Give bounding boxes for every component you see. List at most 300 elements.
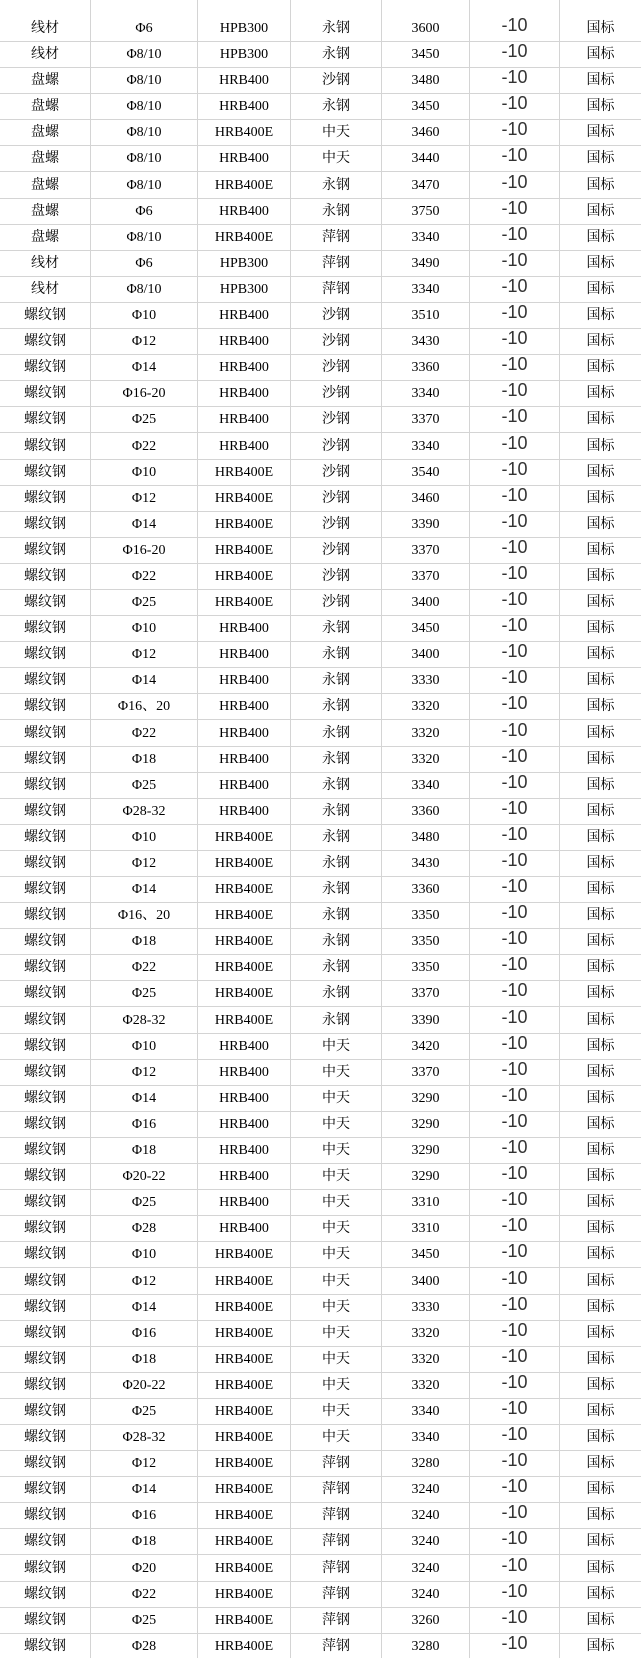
cell-spec[interactable]: Φ8/10 [91, 172, 198, 197]
cell-material[interactable]: 螺纹钢 [0, 1138, 91, 1163]
cell-change[interactable]: -10 [470, 1190, 560, 1215]
cell-material[interactable]: 螺纹钢 [0, 1529, 91, 1554]
cell-note[interactable]: 国标 [586, 803, 615, 819]
cell-spec[interactable]: Φ6 [91, 251, 198, 276]
cell-spec[interactable]: Φ18 [91, 1347, 198, 1372]
cell-note[interactable]: 国标 [586, 99, 615, 115]
cell-material[interactable]: 螺纹钢 [0, 1060, 91, 1085]
cell-grade[interactable]: HRB400E [198, 1295, 291, 1320]
cell-price[interactable]: 3310 [382, 1190, 470, 1215]
cell-note[interactable]: 国标 [586, 308, 615, 324]
cell-price[interactable]: 3390 [382, 512, 470, 537]
cell-grade[interactable]: HRB400E [198, 929, 291, 954]
cell-mill[interactable]: 萍钢 [291, 1555, 382, 1580]
cell-mill[interactable]: 中天 [291, 1034, 382, 1059]
cell-note[interactable]: 国标 [586, 1377, 615, 1393]
cell-price[interactable]: 3450 [382, 94, 470, 119]
cell-material[interactable]: 螺纹钢 [0, 433, 91, 458]
cell-spec[interactable]: Φ12 [91, 642, 198, 667]
cell-material[interactable]: 螺纹钢 [0, 355, 91, 380]
cell-material[interactable]: 线材 [0, 42, 91, 67]
cell-spec[interactable]: Φ22 [91, 1582, 198, 1607]
cell-material[interactable]: 螺纹钢 [0, 1608, 91, 1633]
cell-grade[interactable]: HRB400 [198, 1138, 291, 1163]
cell-price[interactable]: 3340 [382, 277, 470, 302]
cell-price[interactable]: 3370 [382, 564, 470, 589]
cell-grade[interactable]: HRB400E [198, 955, 291, 980]
cell-material[interactable]: 螺纹钢 [0, 1164, 91, 1189]
cell-material[interactable]: 盘螺 [0, 172, 91, 197]
cell-grade[interactable]: HRB400 [198, 642, 291, 667]
cell-note[interactable]: 国标 [586, 568, 615, 584]
cell-grade[interactable]: HRB400 [198, 616, 291, 641]
cell-grade[interactable]: HRB400 [198, 303, 291, 328]
cell-note[interactable]: 国标 [586, 595, 615, 611]
cell-price[interactable]: 3360 [382, 355, 470, 380]
cell-change[interactable]: -10 [470, 1007, 560, 1032]
cell-mill[interactable]: 中天 [291, 1138, 382, 1163]
cell-note[interactable]: 国标 [586, 1403, 615, 1419]
cell-mill[interactable]: 中天 [291, 1060, 382, 1085]
cell-spec[interactable]: Φ8/10 [91, 146, 198, 171]
cell-price[interactable]: 3240 [382, 1582, 470, 1607]
cell-material[interactable]: 线材 [0, 277, 91, 302]
cell-price[interactable]: 3240 [382, 1477, 470, 1502]
cell-price[interactable]: 3370 [382, 407, 470, 432]
cell-material[interactable]: 螺纹钢 [0, 538, 91, 563]
cell-note[interactable]: 国标 [586, 1221, 615, 1237]
cell-change[interactable]: -10 [470, 68, 560, 93]
cell-price[interactable]: 3370 [382, 538, 470, 563]
cell-mill[interactable]: 沙钢 [291, 590, 382, 615]
cell-material[interactable]: 螺纹钢 [0, 1034, 91, 1059]
cell-price[interactable]: 3510 [382, 303, 470, 328]
cell-change[interactable]: -10 [470, 1347, 560, 1372]
cell-price[interactable]: 3470 [382, 172, 470, 197]
cell-change[interactable]: -10 [470, 1529, 560, 1554]
cell-note[interactable]: 国标 [586, 829, 615, 845]
cell-grade[interactable]: HRB400 [198, 1060, 291, 1085]
cell-material[interactable]: 线材 [0, 251, 91, 276]
cell-grade[interactable]: HRB400E [198, 1347, 291, 1372]
cell-material[interactable]: 盘螺 [0, 225, 91, 250]
cell-grade[interactable]: HRB400 [198, 1164, 291, 1189]
cell-price[interactable]: 3480 [382, 825, 470, 850]
cell-note[interactable]: 国标 [586, 542, 615, 558]
cell-grade[interactable]: HRB400E [198, 1608, 291, 1633]
cell-spec[interactable]: Φ20 [91, 1555, 198, 1580]
cell-mill[interactable]: 沙钢 [291, 460, 382, 485]
cell-grade[interactable]: HRB400 [198, 1112, 291, 1137]
cell-change[interactable]: -10 [470, 42, 560, 67]
cell-material[interactable]: 盘螺 [0, 68, 91, 93]
cell-grade[interactable]: HPB300 [198, 42, 291, 67]
cell-note[interactable]: 国标 [586, 438, 615, 454]
cell-spec[interactable]: Φ28-32 [91, 1425, 198, 1450]
cell-material[interactable]: 盘螺 [0, 146, 91, 171]
cell-change[interactable]: -10 [470, 1216, 560, 1241]
cell-spec[interactable]: Φ14 [91, 355, 198, 380]
cell-note[interactable]: 国标 [586, 203, 615, 219]
cell-grade[interactable]: HRB400E [198, 1503, 291, 1528]
cell-price[interactable]: 3320 [382, 747, 470, 772]
cell-mill[interactable]: 萍钢 [291, 1582, 382, 1607]
cell-mill[interactable]: 永钢 [291, 42, 382, 67]
cell-spec[interactable]: Φ25 [91, 590, 198, 615]
cell-note[interactable]: 国标 [586, 1273, 615, 1289]
cell-spec[interactable]: Φ10 [91, 460, 198, 485]
cell-spec[interactable]: Φ16 [91, 1112, 198, 1137]
cell-spec[interactable]: Φ28 [91, 1216, 198, 1241]
cell-change[interactable]: -10 [470, 720, 560, 745]
cell-spec[interactable]: Φ14 [91, 1477, 198, 1502]
cell-mill[interactable]: 沙钢 [291, 564, 382, 589]
cell-material[interactable]: 螺纹钢 [0, 1503, 91, 1528]
cell-spec[interactable]: Φ10 [91, 1034, 198, 1059]
cell-price[interactable]: 3540 [382, 460, 470, 485]
cell-note[interactable]: 国标 [586, 1299, 615, 1315]
cell-mill[interactable]: 萍钢 [291, 1634, 382, 1658]
cell-change[interactable]: -10 [470, 1451, 560, 1476]
cell-change[interactable]: -10 [470, 1555, 560, 1580]
cell-note[interactable]: 国标 [586, 334, 615, 350]
cell-note[interactable]: 国标 [586, 1508, 615, 1524]
cell-note[interactable]: 国标 [586, 151, 615, 167]
cell-material[interactable]: 螺纹钢 [0, 851, 91, 876]
cell-price[interactable]: 3260 [382, 1608, 470, 1633]
cell-note[interactable]: 国标 [586, 1456, 615, 1472]
cell-note[interactable]: 国标 [586, 490, 615, 506]
cell-spec[interactable]: Φ22 [91, 433, 198, 458]
cell-spec[interactable]: Φ25 [91, 407, 198, 432]
cell-grade[interactable]: HRB400 [198, 694, 291, 719]
cell-change[interactable]: -10 [470, 1138, 560, 1163]
cell-mill[interactable]: 中天 [291, 1112, 382, 1137]
cell-spec[interactable]: Φ12 [91, 329, 198, 354]
cell-mill[interactable]: 永钢 [291, 747, 382, 772]
cell-mill[interactable]: 萍钢 [291, 225, 382, 250]
cell-material[interactable]: 螺纹钢 [0, 1007, 91, 1032]
cell-grade[interactable]: HRB400 [198, 773, 291, 798]
cell-mill[interactable]: 中天 [291, 1216, 382, 1241]
cell-price[interactable]: 3750 [382, 199, 470, 224]
cell-material[interactable]: 螺纹钢 [0, 303, 91, 328]
cell-spec[interactable]: Φ8/10 [91, 120, 198, 145]
cell-spec[interactable]: Φ25 [91, 773, 198, 798]
cell-price[interactable]: 3450 [382, 1242, 470, 1267]
cell-mill[interactable]: 萍钢 [291, 1529, 382, 1554]
cell-mill[interactable]: 中天 [291, 1295, 382, 1320]
cell-mill[interactable]: 萍钢 [291, 1477, 382, 1502]
cell-material[interactable]: 螺纹钢 [0, 773, 91, 798]
cell-spec[interactable]: Φ25 [91, 1608, 198, 1633]
cell-mill[interactable]: 萍钢 [291, 277, 382, 302]
cell-price[interactable]: 3370 [382, 1060, 470, 1085]
cell-grade[interactable]: HRB400E [198, 1399, 291, 1424]
cell-grade[interactable]: HRB400E [198, 1425, 291, 1450]
cell-note[interactable]: 国标 [586, 386, 615, 402]
cell-mill[interactable]: 沙钢 [291, 68, 382, 93]
cell-change[interactable]: -10 [470, 1399, 560, 1424]
cell-material[interactable]: 盘螺 [0, 94, 91, 119]
cell-spec[interactable]: Φ6 [91, 0, 198, 41]
cell-note[interactable]: 国标 [586, 47, 615, 63]
cell-mill[interactable]: 沙钢 [291, 538, 382, 563]
cell-mill[interactable]: 永钢 [291, 773, 382, 798]
cell-price[interactable]: 3460 [382, 120, 470, 145]
cell-grade[interactable]: HRB400E [198, 538, 291, 563]
cell-price[interactable]: 3480 [382, 68, 470, 93]
cell-note[interactable]: 国标 [586, 1351, 615, 1367]
cell-change[interactable]: -10 [470, 1634, 560, 1658]
cell-material[interactable]: 螺纹钢 [0, 1555, 91, 1580]
cell-material[interactable]: 螺纹钢 [0, 1347, 91, 1372]
cell-change[interactable]: -10 [470, 303, 560, 328]
cell-note[interactable]: 国标 [586, 673, 615, 689]
cell-grade[interactable]: HRB400E [198, 825, 291, 850]
cell-note[interactable]: 国标 [586, 1012, 615, 1028]
cell-material[interactable]: 螺纹钢 [0, 825, 91, 850]
cell-grade[interactable]: HRB400 [198, 355, 291, 380]
cell-grade[interactable]: HRB400 [198, 146, 291, 171]
cell-price[interactable]: 3450 [382, 42, 470, 67]
cell-change[interactable]: -10 [470, 407, 560, 432]
cell-material[interactable]: 螺纹钢 [0, 486, 91, 511]
cell-grade[interactable]: HRB400 [198, 1034, 291, 1059]
cell-note[interactable]: 国标 [586, 882, 615, 898]
cell-change[interactable]: -10 [470, 929, 560, 954]
cell-spec[interactable]: Φ16 [91, 1321, 198, 1346]
cell-grade[interactable]: HRB400 [198, 668, 291, 693]
cell-material[interactable]: 螺纹钢 [0, 955, 91, 980]
cell-change[interactable]: -10 [470, 172, 560, 197]
cell-grade[interactable]: HRB400 [198, 747, 291, 772]
cell-mill[interactable]: 永钢 [291, 851, 382, 876]
cell-spec[interactable]: Φ12 [91, 851, 198, 876]
cell-material[interactable]: 螺纹钢 [0, 694, 91, 719]
cell-change[interactable]: -10 [470, 616, 560, 641]
cell-mill[interactable]: 萍钢 [291, 1503, 382, 1528]
cell-note[interactable]: 国标 [586, 412, 615, 428]
cell-spec[interactable]: Φ10 [91, 825, 198, 850]
cell-spec[interactable]: Φ14 [91, 1295, 198, 1320]
cell-note[interactable]: 国标 [586, 281, 615, 297]
cell-note[interactable]: 国标 [586, 934, 615, 950]
cell-spec[interactable]: Φ18 [91, 929, 198, 954]
cell-grade[interactable]: HRB400 [198, 1216, 291, 1241]
cell-material[interactable]: 螺纹钢 [0, 1112, 91, 1137]
cell-grade[interactable]: HRB400E [198, 1321, 291, 1346]
cell-price[interactable]: 3370 [382, 981, 470, 1006]
cell-change[interactable]: -10 [470, 1425, 560, 1450]
cell-spec[interactable]: Φ12 [91, 1451, 198, 1476]
cell-mill[interactable]: 永钢 [291, 616, 382, 641]
cell-mill[interactable]: 沙钢 [291, 381, 382, 406]
cell-note[interactable]: 国标 [586, 1116, 615, 1132]
cell-change[interactable]: -10 [470, 146, 560, 171]
cell-note[interactable]: 国标 [586, 1534, 615, 1550]
cell-change[interactable]: -10 [470, 1242, 560, 1267]
cell-spec[interactable]: Φ18 [91, 1529, 198, 1554]
cell-note[interactable]: 国标 [586, 621, 615, 637]
cell-mill[interactable]: 中天 [291, 146, 382, 171]
cell-price[interactable]: 3490 [382, 251, 470, 276]
cell-price[interactable]: 3310 [382, 1216, 470, 1241]
cell-spec[interactable]: Φ18 [91, 747, 198, 772]
cell-mill[interactable]: 永钢 [291, 903, 382, 928]
cell-note[interactable]: 国标 [586, 908, 615, 924]
cell-mill[interactable]: 永钢 [291, 720, 382, 745]
cell-change[interactable]: -10 [470, 1373, 560, 1398]
cell-note[interactable]: 国标 [586, 1325, 615, 1341]
cell-price[interactable]: 3430 [382, 329, 470, 354]
cell-note[interactable]: 国标 [586, 177, 615, 193]
cell-price[interactable]: 3360 [382, 877, 470, 902]
cell-spec[interactable]: Φ16、20 [91, 694, 198, 719]
cell-change[interactable]: -10 [470, 1112, 560, 1137]
cell-grade[interactable]: HRB400E [198, 877, 291, 902]
cell-change[interactable]: -10 [470, 799, 560, 824]
cell-material[interactable]: 螺纹钢 [0, 1451, 91, 1476]
cell-grade[interactable]: HRB400E [198, 981, 291, 1006]
cell-change[interactable]: -10 [470, 1477, 560, 1502]
cell-material[interactable]: 螺纹钢 [0, 616, 91, 641]
cell-change[interactable]: -10 [470, 668, 560, 693]
cell-price[interactable]: 3330 [382, 1295, 470, 1320]
cell-grade[interactable]: HRB400E [198, 512, 291, 537]
cell-mill[interactable]: 沙钢 [291, 303, 382, 328]
cell-price[interactable]: 3320 [382, 1347, 470, 1372]
cell-spec[interactable]: Φ8/10 [91, 68, 198, 93]
cell-spec[interactable]: Φ22 [91, 720, 198, 745]
cell-price[interactable]: 3330 [382, 668, 470, 693]
cell-price[interactable]: 3400 [382, 1268, 470, 1293]
cell-price[interactable]: 3350 [382, 903, 470, 928]
cell-price[interactable]: 3280 [382, 1451, 470, 1476]
cell-note[interactable]: 国标 [586, 1430, 615, 1446]
cell-grade[interactable]: HRB400 [198, 799, 291, 824]
cell-change[interactable]: -10 [470, 825, 560, 850]
cell-mill[interactable]: 沙钢 [291, 512, 382, 537]
cell-mill[interactable]: 永钢 [291, 172, 382, 197]
cell-mill[interactable]: 永钢 [291, 955, 382, 980]
cell-material[interactable]: 螺纹钢 [0, 1321, 91, 1346]
cell-mill[interactable]: 沙钢 [291, 329, 382, 354]
cell-spec[interactable]: Φ22 [91, 955, 198, 980]
cell-material[interactable]: 螺纹钢 [0, 1477, 91, 1502]
cell-mill[interactable]: 沙钢 [291, 486, 382, 511]
cell-mill[interactable]: 沙钢 [291, 355, 382, 380]
cell-price[interactable]: 3340 [382, 433, 470, 458]
cell-mill[interactable]: 永钢 [291, 825, 382, 850]
cell-material[interactable]: 螺纹钢 [0, 1634, 91, 1658]
cell-spec[interactable]: Φ28-32 [91, 1007, 198, 1032]
cell-material[interactable]: 螺纹钢 [0, 903, 91, 928]
cell-mill[interactable]: 永钢 [291, 694, 382, 719]
cell-grade[interactable]: HRB400 [198, 381, 291, 406]
cell-change[interactable]: -10 [470, 1503, 560, 1528]
cell-note[interactable]: 国标 [586, 1038, 615, 1054]
cell-grade[interactable]: HPB300 [198, 251, 291, 276]
cell-price[interactable]: 3600 [382, 0, 470, 41]
cell-material[interactable]: 螺纹钢 [0, 799, 91, 824]
cell-note[interactable]: 国标 [586, 516, 615, 532]
cell-grade[interactable]: HRB400E [198, 172, 291, 197]
cell-change[interactable]: -10 [470, 1060, 560, 1085]
cell-mill[interactable]: 永钢 [291, 929, 382, 954]
cell-note[interactable]: 国标 [586, 1482, 615, 1498]
cell-grade[interactable]: HRB400E [198, 1007, 291, 1032]
cell-mill[interactable]: 中天 [291, 1373, 382, 1398]
cell-change[interactable]: -10 [470, 433, 560, 458]
cell-price[interactable]: 3240 [382, 1555, 470, 1580]
cell-price[interactable]: 3400 [382, 642, 470, 667]
cell-material[interactable]: 螺纹钢 [0, 1399, 91, 1424]
cell-mill[interactable]: 中天 [291, 120, 382, 145]
cell-spec[interactable]: Φ20-22 [91, 1373, 198, 1398]
cell-price[interactable]: 3340 [382, 773, 470, 798]
cell-change[interactable]: -10 [470, 694, 560, 719]
cell-material[interactable]: 螺纹钢 [0, 877, 91, 902]
cell-spec[interactable]: Φ25 [91, 1190, 198, 1215]
cell-price[interactable]: 3240 [382, 1503, 470, 1528]
cell-mill[interactable]: 中天 [291, 1425, 382, 1450]
cell-grade[interactable]: HRB400 [198, 433, 291, 458]
cell-change[interactable]: -10 [470, 1295, 560, 1320]
cell-note[interactable]: 国标 [586, 1169, 615, 1185]
cell-spec[interactable]: Φ14 [91, 668, 198, 693]
cell-material[interactable]: 螺纹钢 [0, 1216, 91, 1241]
cell-mill[interactable]: 中天 [291, 1347, 382, 1372]
cell-mill[interactable]: 中天 [291, 1399, 382, 1424]
cell-material[interactable]: 螺纹钢 [0, 1425, 91, 1450]
cell-material[interactable]: 螺纹钢 [0, 1086, 91, 1111]
cell-change[interactable]: -10 [470, 460, 560, 485]
cell-mill[interactable]: 沙钢 [291, 407, 382, 432]
cell-note[interactable]: 国标 [586, 125, 615, 141]
cell-change[interactable]: -10 [470, 1268, 560, 1293]
cell-spec[interactable]: Φ20-22 [91, 1164, 198, 1189]
cell-note[interactable]: 国标 [586, 699, 615, 715]
cell-price[interactable]: 3290 [382, 1138, 470, 1163]
cell-note[interactable]: 国标 [586, 73, 615, 89]
cell-price[interactable]: 3240 [382, 1529, 470, 1554]
cell-spec[interactable]: Φ14 [91, 1086, 198, 1111]
cell-mill[interactable]: 永钢 [291, 799, 382, 824]
cell-change[interactable]: -10 [470, 277, 560, 302]
cell-change[interactable]: -10 [470, 1321, 560, 1346]
cell-note[interactable]: 国标 [586, 751, 615, 767]
cell-mill[interactable]: 中天 [291, 1242, 382, 1267]
cell-material[interactable]: 线材 [0, 0, 91, 41]
cell-material[interactable]: 螺纹钢 [0, 720, 91, 745]
cell-spec[interactable]: Φ10 [91, 1242, 198, 1267]
cell-material[interactable]: 螺纹钢 [0, 642, 91, 667]
cell-change[interactable]: -10 [470, 486, 560, 511]
cell-material[interactable]: 螺纹钢 [0, 929, 91, 954]
cell-spec[interactable]: Φ16、20 [91, 903, 198, 928]
cell-grade[interactable]: HRB400E [198, 590, 291, 615]
cell-note[interactable]: 国标 [586, 1247, 615, 1263]
cell-change[interactable]: -10 [470, 512, 560, 537]
cell-change[interactable]: -10 [470, 381, 560, 406]
cell-spec[interactable]: Φ14 [91, 512, 198, 537]
cell-spec[interactable]: Φ8/10 [91, 94, 198, 119]
cell-change[interactable]: -10 [470, 251, 560, 276]
cell-price[interactable]: 3430 [382, 851, 470, 876]
cell-mill[interactable]: 中天 [291, 1164, 382, 1189]
cell-note[interactable]: 国标 [586, 777, 615, 793]
